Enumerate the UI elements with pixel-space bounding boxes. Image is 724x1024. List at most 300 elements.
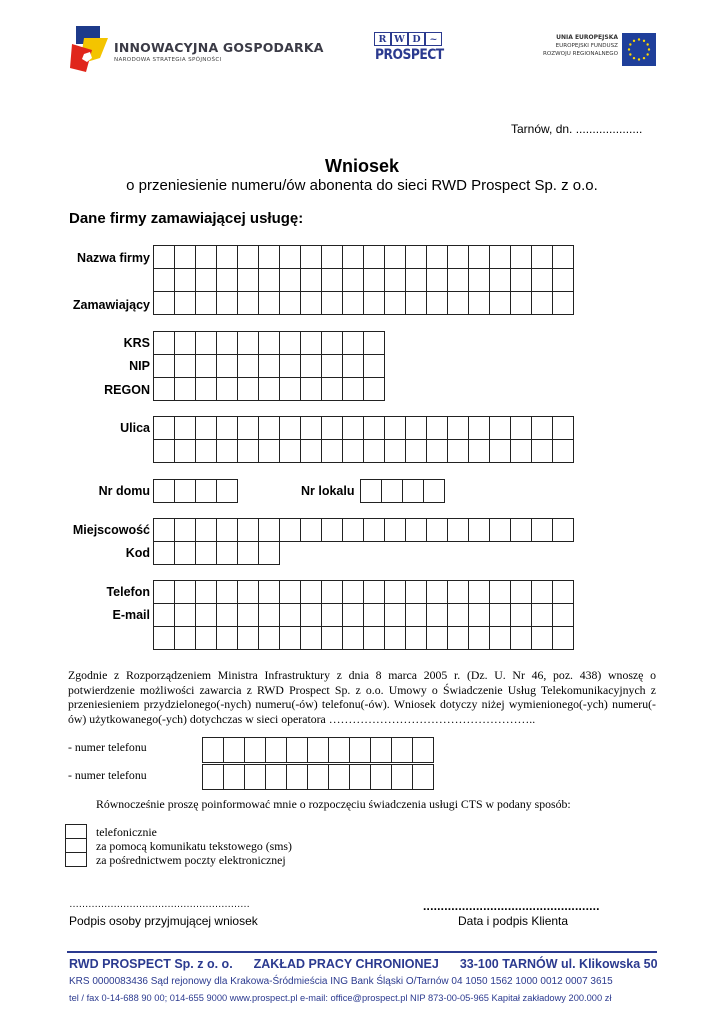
char-box[interactable] [174,245,196,269]
char-box[interactable] [552,268,574,292]
char-box[interactable] [202,764,224,790]
char-box[interactable] [447,626,469,650]
char-box[interactable] [531,439,553,463]
char-box[interactable] [489,580,511,604]
char-box[interactable] [195,479,217,503]
char-box[interactable] [447,268,469,292]
char-box[interactable] [307,737,329,763]
char-box[interactable] [342,331,364,355]
char-box[interactable] [510,416,532,440]
char-box[interactable] [384,439,406,463]
char-box[interactable] [426,580,448,604]
section-title: Dane firmy zamawiającej usługę: [69,210,304,227]
label-phone: Telefon [106,585,150,599]
char-box[interactable] [531,603,553,627]
char-box[interactable] [237,416,259,440]
char-box[interactable] [321,416,343,440]
rwd-letter-tilde: ~ [425,32,442,46]
char-box[interactable] [468,291,490,315]
char-box[interactable] [153,603,175,627]
char-box[interactable] [153,268,175,292]
char-box[interactable] [384,603,406,627]
char-box[interactable] [321,439,343,463]
char-box[interactable] [426,626,448,650]
char-box[interactable] [153,331,175,355]
char-box[interactable] [405,580,427,604]
eu-fund-logo [520,33,656,67]
char-box[interactable] [216,416,238,440]
char-box[interactable] [363,354,385,378]
char-box[interactable] [531,245,553,269]
char-box[interactable] [321,518,343,542]
char-box[interactable] [370,764,392,790]
char-box[interactable] [447,416,469,440]
house-no-grid[interactable] [153,479,237,502]
char-box[interactable] [363,268,385,292]
rwd-letter-r: R [374,32,391,46]
label-postal-code: Kod [125,546,150,560]
registry-grid[interactable] [153,331,384,400]
char-box[interactable] [153,518,175,542]
checkbox-email[interactable] [65,852,87,867]
char-box[interactable] [237,541,259,565]
page-title: Wniosek [324,156,399,176]
char-box[interactable] [321,377,343,401]
phone-email-grid[interactable] [153,580,573,649]
char-box[interactable] [468,580,490,604]
char-box[interactable] [342,603,364,627]
char-box[interactable] [195,268,217,292]
phone-row-label-2: - numer telefonu [68,768,147,782]
char-box[interactable] [384,245,406,269]
char-box[interactable] [300,603,322,627]
char-box[interactable] [447,518,469,542]
company-name-grid[interactable] [153,245,573,314]
char-box[interactable] [174,580,196,604]
notify-option-email: za pośrednictwem poczty elektronicznej [96,853,286,867]
char-box[interactable] [468,626,490,650]
char-box[interactable] [265,737,287,763]
char-box[interactable] [426,518,448,542]
char-box[interactable] [307,764,329,790]
char-box[interactable] [300,626,322,650]
char-box[interactable] [195,626,217,650]
char-box[interactable] [468,439,490,463]
char-box[interactable] [174,541,196,565]
char-box[interactable] [489,626,511,650]
eu-star-icon [643,40,645,42]
char-box[interactable] [174,518,196,542]
char-box[interactable] [153,354,175,378]
char-box[interactable] [153,291,175,315]
char-box[interactable] [279,268,301,292]
char-box[interactable] [258,416,280,440]
unit-no-grid[interactable] [360,479,444,502]
char-box[interactable] [363,626,385,650]
char-box[interactable] [552,416,574,440]
char-box[interactable] [237,439,259,463]
char-box[interactable] [405,439,427,463]
char-box[interactable] [426,268,448,292]
char-box[interactable] [342,439,364,463]
place-date: Tarnów, dn. .................... [511,122,643,136]
char-box[interactable] [153,580,175,604]
char-box[interactable] [426,603,448,627]
char-box[interactable] [447,245,469,269]
logo-left-title: INNOWACYJNA GOSPODARKA [114,40,324,55]
char-box[interactable] [258,291,280,315]
footer-tag: ZAKŁAD PRACY CHRONIONEJ [253,957,439,971]
char-box[interactable] [237,377,259,401]
phone-number-grid-2[interactable] [202,764,433,789]
char-box[interactable] [174,377,196,401]
char-box[interactable] [202,737,224,763]
char-box[interactable] [300,416,322,440]
char-box[interactable] [531,580,553,604]
char-box[interactable] [279,331,301,355]
char-box[interactable] [153,541,175,565]
eu-star-icon [629,53,631,55]
char-box[interactable] [258,580,280,604]
char-box[interactable] [195,416,217,440]
char-box[interactable] [342,580,364,604]
eu-star-icon [633,57,635,59]
char-box[interactable] [510,518,532,542]
logo-right-line3: ROZWOJU REGIONALNEGO [543,51,618,57]
char-box[interactable] [510,603,532,627]
char-box[interactable] [174,603,196,627]
checkbox-phone[interactable] [65,824,87,839]
char-box[interactable] [342,626,364,650]
char-box[interactable] [244,764,266,790]
char-box[interactable] [237,354,259,378]
eu-star-icon [638,38,640,40]
char-box[interactable] [342,354,364,378]
char-box[interactable] [237,603,259,627]
char-box[interactable] [384,416,406,440]
char-box[interactable] [237,518,259,542]
char-box[interactable] [279,245,301,269]
char-box[interactable] [510,291,532,315]
city-grid[interactable] [153,518,573,541]
char-box[interactable] [384,268,406,292]
char-box[interactable] [237,268,259,292]
char-box[interactable] [216,479,238,503]
char-box[interactable] [552,580,574,604]
char-box[interactable] [300,439,322,463]
char-box[interactable] [468,603,490,627]
char-box[interactable] [489,518,511,542]
char-box[interactable] [363,331,385,355]
char-box[interactable] [279,439,301,463]
char-box[interactable] [342,377,364,401]
char-box[interactable] [216,291,238,315]
char-box[interactable] [258,518,280,542]
char-box[interactable] [279,603,301,627]
char-box[interactable] [468,518,490,542]
char-box[interactable] [258,268,280,292]
char-box[interactable] [360,479,382,503]
char-box[interactable] [321,626,343,650]
char-box[interactable] [153,439,175,463]
char-box[interactable] [174,626,196,650]
char-box[interactable] [447,603,469,627]
char-box[interactable] [342,268,364,292]
char-box[interactable] [237,331,259,355]
char-box[interactable] [174,416,196,440]
char-box[interactable] [447,580,469,604]
char-box[interactable] [279,416,301,440]
char-box[interactable] [258,331,280,355]
char-box[interactable] [426,439,448,463]
char-box[interactable] [552,603,574,627]
char-box[interactable] [216,268,238,292]
char-box[interactable] [510,245,532,269]
char-box[interactable] [216,518,238,542]
char-box[interactable] [216,541,238,565]
logo-right-line1: UNIA EUROPEJSKA [556,34,618,41]
char-box[interactable] [328,764,350,790]
char-box[interactable] [216,603,238,627]
char-box[interactable] [489,268,511,292]
char-box[interactable] [405,291,427,315]
char-box[interactable] [489,245,511,269]
char-box[interactable] [349,764,371,790]
footer-line1 [69,957,658,971]
rwd-letter-d: D [408,32,425,46]
char-box[interactable] [510,580,532,604]
char-box[interactable] [405,268,427,292]
char-box[interactable] [342,518,364,542]
eu-flag-icon [622,33,656,66]
char-box[interactable] [279,580,301,604]
char-box[interactable] [531,416,553,440]
char-box[interactable] [391,737,413,763]
char-box[interactable] [237,626,259,650]
char-box[interactable] [363,439,385,463]
char-box[interactable] [531,626,553,650]
char-box[interactable] [321,268,343,292]
char-box[interactable] [195,354,217,378]
char-box[interactable] [195,580,217,604]
char-box[interactable] [258,245,280,269]
char-box[interactable] [300,331,322,355]
char-box[interactable] [258,603,280,627]
char-box[interactable] [321,354,343,378]
char-box[interactable] [363,518,385,542]
char-box[interactable] [489,291,511,315]
char-box[interactable] [279,377,301,401]
char-box[interactable] [216,439,238,463]
notify-text: Równocześnie proszę poinformować mnie o rozpoczęciu świadczenia usługi CTS w podany sposób: [96,797,571,811]
checkbox-sms[interactable] [65,838,87,853]
char-box[interactable] [216,331,238,355]
char-box[interactable] [195,331,217,355]
label-company-name: Nazwa firmy [77,251,150,265]
char-box[interactable] [216,626,238,650]
char-box[interactable] [426,291,448,315]
char-box[interactable] [153,245,175,269]
char-box[interactable] [384,291,406,315]
char-box[interactable] [468,245,490,269]
char-box[interactable] [384,626,406,650]
char-box[interactable] [552,245,574,269]
char-box[interactable] [363,377,385,401]
char-box[interactable] [174,439,196,463]
char-box[interactable] [489,603,511,627]
phone-row-label-1: - numer telefonu [68,740,147,754]
char-box[interactable] [216,377,238,401]
char-box[interactable] [405,518,427,542]
phone-number-grid-1[interactable] [202,737,433,762]
char-box[interactable] [370,737,392,763]
char-box[interactable] [286,764,308,790]
char-box[interactable] [489,416,511,440]
char-box[interactable] [286,737,308,763]
char-box[interactable] [552,291,574,315]
label-regon: REGON [104,383,150,397]
char-box[interactable] [258,626,280,650]
char-box[interactable] [237,580,259,604]
char-box[interactable] [412,737,434,763]
char-box[interactable] [402,479,424,503]
char-box[interactable] [195,245,217,269]
eu-star-icon [648,48,650,50]
notify-option-sms: za pomocą komunikatu tekstowego (sms) [96,839,292,853]
char-box[interactable] [174,331,196,355]
char-box[interactable] [153,479,175,503]
char-box[interactable] [174,479,196,503]
char-box[interactable] [237,245,259,269]
label-krs: KRS [123,336,150,350]
char-box[interactable] [531,518,553,542]
postal-code-grid[interactable] [153,541,279,564]
char-box[interactable] [531,291,553,315]
char-box[interactable] [300,580,322,604]
char-box[interactable] [552,518,574,542]
label-house-no: Nr domu [98,484,150,498]
char-box[interactable] [300,377,322,401]
char-box[interactable] [279,518,301,542]
char-box[interactable] [258,439,280,463]
char-box[interactable] [510,439,532,463]
signature-right-label: Data i podpis Klienta [458,914,569,928]
footer-divider [67,951,657,953]
char-box[interactable] [300,268,322,292]
notify-option-phone: telefonicznie [96,825,157,839]
char-box[interactable] [468,416,490,440]
char-box[interactable] [405,245,427,269]
char-box[interactable] [216,354,238,378]
char-box[interactable] [153,416,175,440]
char-box[interactable] [342,245,364,269]
char-box[interactable] [447,291,469,315]
innovation-star-icon [70,24,110,76]
street-grid[interactable] [153,416,573,462]
char-box[interactable] [363,416,385,440]
char-box[interactable] [174,291,196,315]
char-box[interactable] [216,580,238,604]
char-box[interactable] [552,439,574,463]
char-box[interactable] [423,479,445,503]
char-box[interactable] [412,764,434,790]
char-box[interactable] [510,268,532,292]
char-box[interactable] [195,518,217,542]
char-box[interactable] [426,416,448,440]
char-box[interactable] [531,268,553,292]
char-box[interactable] [405,603,427,627]
char-box[interactable] [405,416,427,440]
char-box[interactable] [216,245,238,269]
char-box[interactable] [552,626,574,650]
char-box[interactable] [300,518,322,542]
char-box[interactable] [174,354,196,378]
char-box[interactable] [384,518,406,542]
signature-left-label: Podpis osoby przyjmującej wniosek [69,914,258,928]
eu-star-icon [633,40,635,42]
char-box[interactable] [244,737,266,763]
char-box[interactable] [195,439,217,463]
char-box[interactable] [321,245,343,269]
rwd-letter-w: W [391,32,408,46]
char-box[interactable] [405,626,427,650]
char-box[interactable] [363,245,385,269]
char-box[interactable] [384,580,406,604]
char-box[interactable] [258,354,280,378]
char-box[interactable] [321,331,343,355]
char-box[interactable] [300,245,322,269]
char-box[interactable] [342,291,364,315]
char-box[interactable] [510,626,532,650]
char-box[interactable] [223,737,245,763]
signature-left-dots: ………………………………………………… [69,899,250,910]
char-box[interactable] [195,603,217,627]
char-box[interactable] [426,245,448,269]
char-box[interactable] [237,291,259,315]
char-box[interactable] [279,291,301,315]
char-box[interactable] [195,291,217,315]
char-box[interactable] [258,377,280,401]
char-box[interactable] [279,354,301,378]
char-box[interactable] [300,291,322,315]
char-box[interactable] [321,580,343,604]
char-box[interactable] [300,354,322,378]
char-box[interactable] [328,737,350,763]
char-box[interactable] [321,291,343,315]
char-box[interactable] [195,541,217,565]
char-box[interactable] [447,439,469,463]
char-box[interactable] [363,291,385,315]
char-box[interactable] [174,268,196,292]
char-box[interactable] [363,603,385,627]
char-box[interactable] [468,268,490,292]
eu-star-icon [646,43,648,45]
char-box[interactable] [381,479,403,503]
char-box[interactable] [363,580,385,604]
char-box[interactable] [489,439,511,463]
char-box[interactable] [342,416,364,440]
char-box[interactable] [153,377,175,401]
char-box[interactable] [195,377,217,401]
char-box[interactable] [279,626,301,650]
char-box[interactable] [349,737,371,763]
char-box[interactable] [321,603,343,627]
char-box[interactable] [265,764,287,790]
char-box[interactable] [223,764,245,790]
char-box[interactable] [391,764,413,790]
char-box[interactable] [153,626,175,650]
char-box[interactable] [258,541,280,565]
